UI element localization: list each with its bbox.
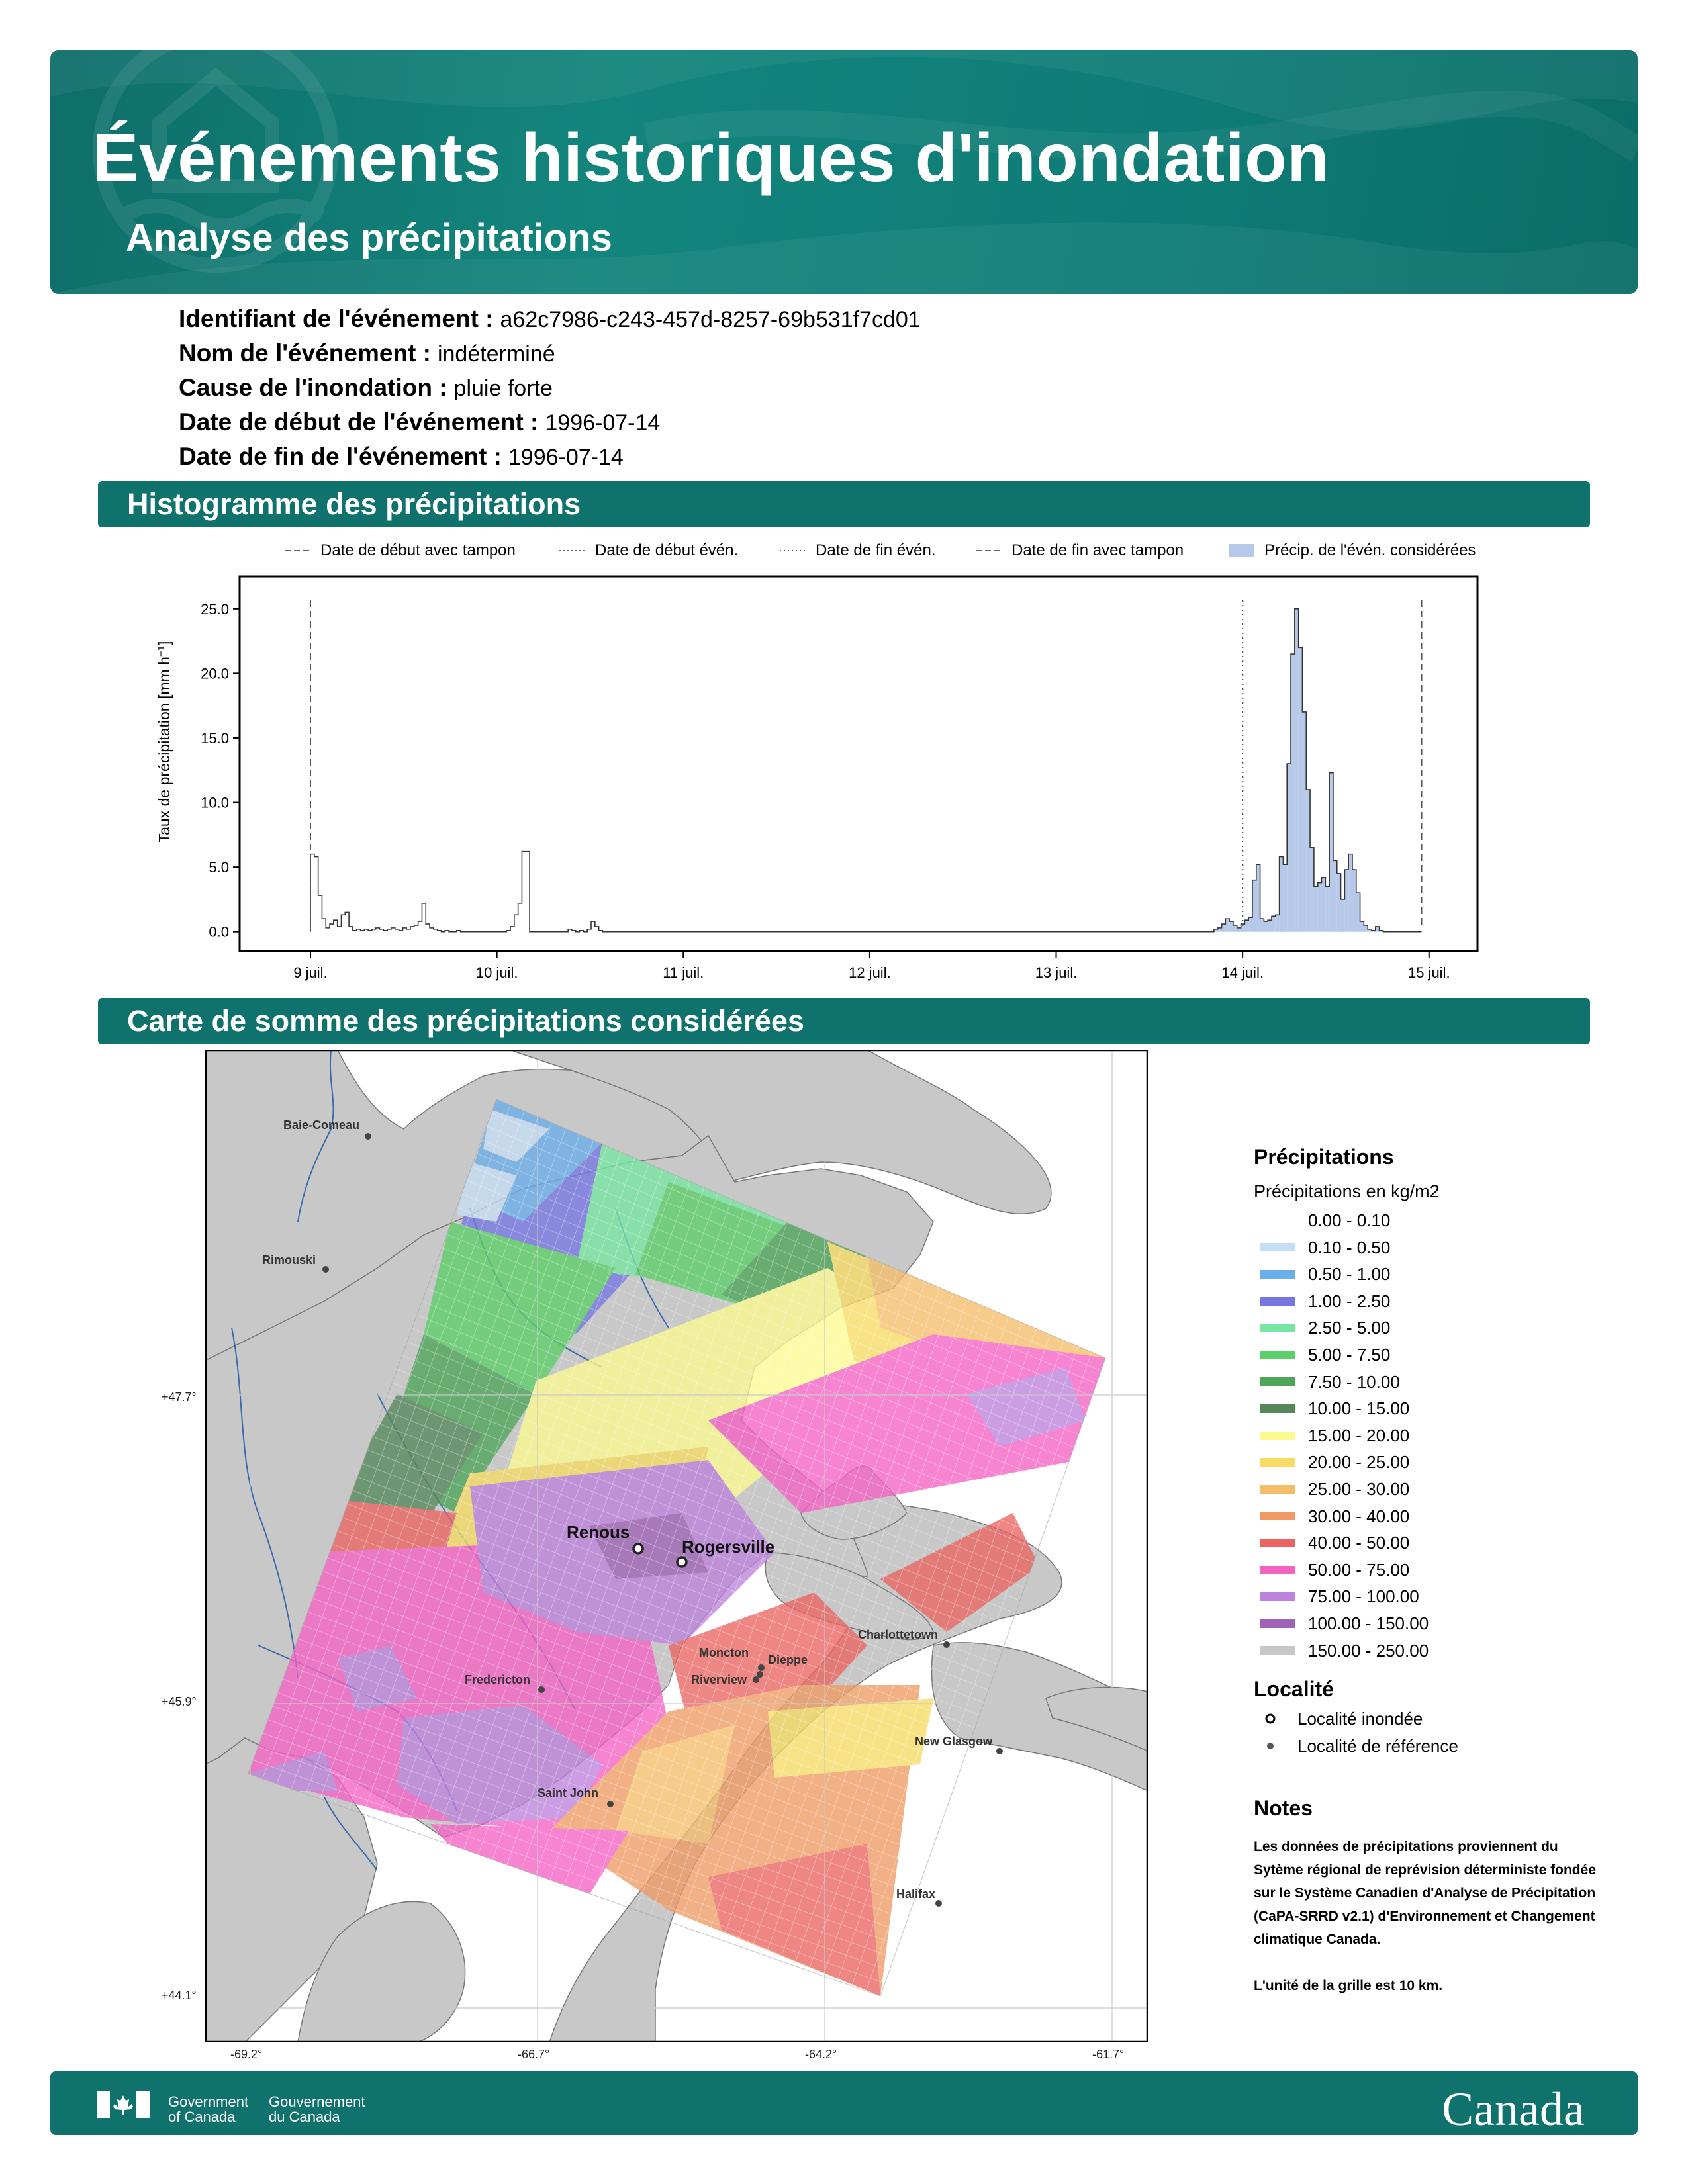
legend-class-2 bbox=[1254, 1261, 1611, 1288]
legend-reference-label: Localité de référence bbox=[1297, 1735, 1458, 1756]
city-new-glasgow: New Glasgow bbox=[915, 1735, 993, 1748]
page-title: Événements historiques d'inondation bbox=[93, 120, 1330, 197]
lon-label-61-7: -61.7° bbox=[1092, 2048, 1125, 2061]
histogram-bar bbox=[522, 852, 526, 932]
legend-considered-label: Précip. de l'évén. considérées bbox=[1264, 541, 1476, 559]
histogram-bar bbox=[314, 857, 318, 932]
legend-locality-title: Localité bbox=[1254, 1677, 1334, 1702]
x-tick-label: 15 juil. bbox=[1407, 964, 1450, 981]
legend-class-label: 150.00 - 250.00 bbox=[1308, 1640, 1429, 1661]
event-start-value: 1996-07-14 bbox=[545, 410, 661, 435]
y-tick-label: 5.0 bbox=[209, 859, 229, 876]
legend-class-label: 0.50 - 1.00 bbox=[1308, 1264, 1391, 1285]
event-cause-value: pluie forte bbox=[453, 376, 553, 401]
section-bar-map bbox=[98, 998, 1590, 1044]
event-info bbox=[179, 302, 921, 474]
event-end-label: Date de fin de l'événement : bbox=[179, 443, 502, 470]
legend-class-label: 25.00 - 30.00 bbox=[1308, 1479, 1410, 1499]
histogram-bar bbox=[1348, 854, 1352, 932]
notes-text: Les données de précipitations proviennent du Sytème régional de reprévision déterministe fondée sur le Système Canadien d'Analyse de Précipitation (CaPA-SRRD v2.1) d'Environnement et Changement climatique Canada. bbox=[1254, 1839, 1596, 1948]
x-tick-label: 10 juil. bbox=[475, 964, 518, 981]
histogram-bar bbox=[1356, 893, 1360, 932]
histogram-bar bbox=[318, 895, 322, 932]
histogram-bar bbox=[518, 903, 522, 932]
histogram-bar bbox=[510, 927, 514, 932]
histogram-bar bbox=[414, 925, 418, 932]
histogram-bar bbox=[1280, 857, 1284, 932]
legend-swatch bbox=[1260, 1485, 1295, 1494]
histogram-bar bbox=[1318, 883, 1322, 932]
city-halifax: Halifax bbox=[896, 1888, 936, 1901]
histogram-bar bbox=[391, 928, 395, 932]
histogram-bar bbox=[595, 927, 599, 932]
histogram-bar bbox=[1244, 920, 1248, 932]
city-rimouski: Rimouski bbox=[262, 1253, 316, 1267]
event-name-value: indéterminé bbox=[437, 341, 555, 367]
legend-event-start bbox=[559, 541, 738, 560]
histogram-bar bbox=[1344, 870, 1348, 932]
legend-swatch bbox=[1260, 1377, 1295, 1386]
histogram-bar bbox=[1264, 921, 1268, 932]
histogram-bar bbox=[1364, 925, 1368, 932]
histogram-bar bbox=[410, 927, 414, 932]
gov-fr-line-2: du Canada bbox=[269, 2109, 340, 2125]
legend-class-label: 2.50 - 5.00 bbox=[1308, 1318, 1391, 1338]
histogram-bar bbox=[1376, 927, 1380, 932]
histogram-bar bbox=[334, 920, 338, 932]
legend-event-end-label: Date de fin évén. bbox=[816, 541, 936, 559]
legend-buffer-end-label: Date de fin avec tampon bbox=[1011, 541, 1184, 559]
x-tick-label: 14 juil. bbox=[1221, 964, 1264, 981]
legend-event-start-label: Date de début évén. bbox=[595, 541, 739, 559]
city-renous: Renous bbox=[567, 1522, 630, 1542]
histogram-bar bbox=[1310, 848, 1314, 932]
legend-class-1 bbox=[1254, 1234, 1611, 1261]
legend-swatch bbox=[1260, 1404, 1295, 1413]
histogram-bar bbox=[1287, 764, 1291, 932]
histogram-bar bbox=[1272, 916, 1276, 931]
legend-flooded bbox=[1254, 1706, 1611, 1733]
histogram-bar bbox=[341, 915, 345, 931]
histogram-bar bbox=[1306, 790, 1310, 932]
legend-class-label: 0.10 - 0.50 bbox=[1308, 1237, 1391, 1257]
histogram-bar bbox=[330, 924, 334, 932]
legend-class-9 bbox=[1254, 1449, 1611, 1476]
lon-label-64-2: -64.2° bbox=[805, 2048, 837, 2061]
section-title-map: Carte de somme des précipitations considérées bbox=[127, 1004, 804, 1038]
map-labels bbox=[205, 1050, 1148, 2042]
city-moncton: Moncton bbox=[699, 1646, 749, 1659]
event-name-row bbox=[179, 336, 921, 371]
histogram-bar bbox=[1233, 925, 1237, 932]
histogram-bar bbox=[1229, 921, 1233, 932]
legend-swatch bbox=[1260, 1619, 1295, 1628]
event-start-row bbox=[179, 405, 921, 439]
legend-class-3 bbox=[1254, 1288, 1611, 1315]
histogram-bar bbox=[376, 928, 380, 932]
header-banner bbox=[50, 50, 1638, 294]
legend-reference bbox=[1254, 1733, 1611, 1760]
histogram-bar bbox=[1299, 647, 1303, 931]
lat-label-47-7: +47.7° bbox=[162, 1390, 197, 1404]
city-baie-comeau: Baie-Comeau bbox=[283, 1118, 360, 1132]
histogram-bar bbox=[1352, 870, 1356, 932]
histogram-bar bbox=[1248, 917, 1252, 931]
map-legend-panel bbox=[1254, 1145, 1611, 1997]
legend-class-label: 15.00 - 20.00 bbox=[1308, 1425, 1410, 1445]
city-charlottetown: Charlottetown bbox=[858, 1628, 938, 1641]
legend-class-7 bbox=[1254, 1395, 1611, 1422]
histogram-bar bbox=[1322, 878, 1326, 932]
legend-precip-subtitle: Précipitations en kg/m2 bbox=[1254, 1181, 1440, 1201]
histogram-bar bbox=[1283, 864, 1287, 931]
event-id-label: Identifiant de l'événement : bbox=[179, 305, 494, 332]
histogram-bar bbox=[1337, 874, 1341, 932]
histogram-bar bbox=[514, 915, 518, 931]
gov-en-line-1: Government bbox=[168, 2093, 249, 2110]
legend-class-label: 7.50 - 10.00 bbox=[1308, 1371, 1400, 1392]
legend-class-8 bbox=[1254, 1422, 1611, 1449]
legend-swatch bbox=[1260, 1351, 1295, 1359]
histogram-bar bbox=[1291, 654, 1295, 932]
histogram-bar bbox=[422, 903, 426, 932]
legend-class-label: 50.00 - 75.00 bbox=[1308, 1559, 1410, 1580]
histogram-bar bbox=[1268, 920, 1272, 932]
legend-swatch bbox=[1260, 1458, 1295, 1467]
legend-class-5 bbox=[1254, 1342, 1611, 1369]
legend-precip-title: Précipitations bbox=[1254, 1145, 1394, 1169]
grid-note: L'unité de la grille est 10 km. bbox=[1254, 1978, 1443, 1994]
legend-swatch bbox=[1260, 1297, 1295, 1306]
event-name-label: Nom de l'événement : bbox=[179, 340, 431, 367]
histogram-bar bbox=[1260, 919, 1264, 932]
histogram-bar bbox=[1221, 924, 1225, 932]
histogram-bar bbox=[338, 927, 342, 932]
legend-class-15 bbox=[1254, 1610, 1611, 1637]
y-tick-label: 0.0 bbox=[209, 923, 229, 940]
x-tick-label: 13 juil. bbox=[1035, 964, 1078, 981]
legend-class-6 bbox=[1254, 1369, 1611, 1396]
gov-en bbox=[168, 2094, 248, 2124]
section-bar-histogram bbox=[98, 481, 1590, 527]
city-fredericton: Fredericton bbox=[465, 1673, 531, 1686]
histogram-bar bbox=[1341, 899, 1345, 932]
legend-event-end bbox=[780, 541, 935, 560]
lat-label-44-1: +44.1° bbox=[162, 1989, 197, 2002]
y-tick-label: 15.0 bbox=[201, 729, 229, 747]
legend-buffer-start-label: Date de début avec tampon bbox=[320, 541, 516, 559]
histogram-bar bbox=[526, 852, 530, 932]
histogram-bar bbox=[591, 921, 595, 932]
city-saint-john: Saint John bbox=[538, 1786, 599, 1799]
histogram-bar bbox=[1252, 880, 1256, 932]
legend-class-label: 75.00 - 100.00 bbox=[1308, 1586, 1419, 1607]
histogram-y-axis-label: Taux de précipitation [mm $h^{-1}$] bbox=[155, 641, 173, 843]
legend-swatch bbox=[1260, 1243, 1295, 1251]
histogram-bar bbox=[1276, 915, 1280, 931]
histogram-legend bbox=[0, 541, 1688, 568]
event-cause-label: Cause de l'inondation : bbox=[179, 374, 447, 401]
y-tick-label: 20.0 bbox=[201, 665, 229, 682]
legend-swatch bbox=[1260, 1324, 1295, 1332]
event-end-row bbox=[179, 439, 921, 474]
precipitation-histogram bbox=[146, 573, 1549, 997]
legend-swatch bbox=[1260, 1646, 1295, 1655]
footer-bar bbox=[50, 2071, 1638, 2135]
histogram-bar bbox=[1256, 864, 1260, 931]
y-tick-label: 25.0 bbox=[201, 600, 229, 617]
legend-class-label: 40.00 - 50.00 bbox=[1308, 1533, 1410, 1553]
histogram-bar bbox=[1360, 921, 1364, 932]
histogram-bar bbox=[1237, 928, 1241, 932]
lon-label-69-2: -69.2° bbox=[230, 2048, 263, 2061]
legend-swatch bbox=[1260, 1216, 1295, 1225]
histogram-bar bbox=[1295, 609, 1299, 932]
legend-considered bbox=[1229, 541, 1476, 560]
histogram-bar bbox=[1225, 919, 1229, 932]
legend-class-10 bbox=[1254, 1476, 1611, 1503]
legend-swatch bbox=[1260, 1539, 1295, 1547]
histogram-bar bbox=[402, 928, 406, 932]
histogram-bar bbox=[345, 912, 349, 931]
gov-fr-line-1: Gouvernement bbox=[269, 2093, 365, 2110]
legend-class-label: 100.00 - 150.00 bbox=[1308, 1613, 1429, 1633]
legend-class-label: 5.00 - 7.50 bbox=[1308, 1344, 1391, 1365]
legend-swatch bbox=[1260, 1566, 1295, 1574]
histogram-bar bbox=[349, 927, 353, 932]
legend-swatch bbox=[1260, 1432, 1295, 1440]
event-end-value: 1996-07-14 bbox=[508, 445, 624, 470]
x-tick-label: 12 juil. bbox=[849, 964, 891, 981]
histogram-bar bbox=[430, 928, 434, 932]
x-tick-label: 9 juil. bbox=[293, 964, 328, 981]
legend-class-16 bbox=[1254, 1637, 1611, 1664]
histogram-bar bbox=[1329, 773, 1333, 932]
legend-class-12 bbox=[1254, 1529, 1611, 1557]
legend-flooded-label: Localité inondée bbox=[1297, 1709, 1423, 1729]
event-cause-row bbox=[179, 371, 921, 405]
histogram-bar bbox=[418, 921, 422, 932]
histogram-bar bbox=[322, 919, 326, 932]
x-tick-label: 11 juil. bbox=[663, 964, 704, 981]
legend-swatch bbox=[1260, 1592, 1295, 1601]
event-id-row bbox=[179, 302, 921, 336]
histogram-bar bbox=[426, 924, 430, 932]
legend-buffer-end bbox=[976, 541, 1184, 560]
city-rogersville: Rogersville bbox=[682, 1537, 775, 1557]
event-id-value: a62c7986-c243-457d-8257-69b531f7cd01 bbox=[500, 307, 921, 332]
legend-class-4 bbox=[1254, 1314, 1611, 1342]
gov-en-line-2: of Canada bbox=[168, 2109, 236, 2125]
legend-class-label: 30.00 - 40.00 bbox=[1308, 1506, 1410, 1526]
canada-flag-icon bbox=[97, 2091, 150, 2118]
legend-buffer-start bbox=[285, 541, 516, 560]
legend-class-0 bbox=[1254, 1207, 1611, 1234]
city-dieppe: Dieppe bbox=[768, 1653, 808, 1666]
histogram-bar bbox=[1314, 886, 1318, 931]
legend-class-11 bbox=[1254, 1503, 1611, 1530]
notes-title: Notes bbox=[1254, 1796, 1313, 1821]
section-title-histogram: Histogramme des précipitations bbox=[127, 487, 581, 521]
legend-class-label: 20.00 - 25.00 bbox=[1308, 1452, 1410, 1473]
legend-class-label: 10.00 - 15.00 bbox=[1308, 1398, 1410, 1419]
event-start-label: Date de début de l'événement : bbox=[179, 408, 539, 435]
histogram-bar bbox=[1218, 928, 1222, 932]
histogram-bar bbox=[326, 928, 330, 932]
histogram-bar bbox=[1302, 712, 1306, 932]
y-tick-label: 10.0 bbox=[201, 794, 229, 811]
page-subtitle: Analyse des précipitations bbox=[126, 216, 612, 259]
lon-label-66-7: -66.7° bbox=[518, 2048, 550, 2061]
legend-class-label: 0.00 - 0.10 bbox=[1308, 1210, 1391, 1230]
legend-swatch bbox=[1260, 1512, 1295, 1520]
city-riverview: Riverview bbox=[691, 1673, 747, 1686]
lat-label-45-9: +45.9° bbox=[162, 1695, 197, 1708]
gov-fr bbox=[269, 2094, 365, 2124]
legend-swatch bbox=[1260, 1270, 1295, 1279]
legend-class-label: 1.00 - 2.50 bbox=[1308, 1291, 1391, 1311]
histogram-bar bbox=[1325, 886, 1329, 931]
legend-class-13 bbox=[1254, 1557, 1611, 1584]
legend-class-14 bbox=[1254, 1583, 1611, 1610]
legend-class-list bbox=[1254, 1207, 1611, 1664]
histogram-bar bbox=[1333, 860, 1337, 931]
canada-wordmark: Canada bbox=[1442, 2083, 1585, 2136]
